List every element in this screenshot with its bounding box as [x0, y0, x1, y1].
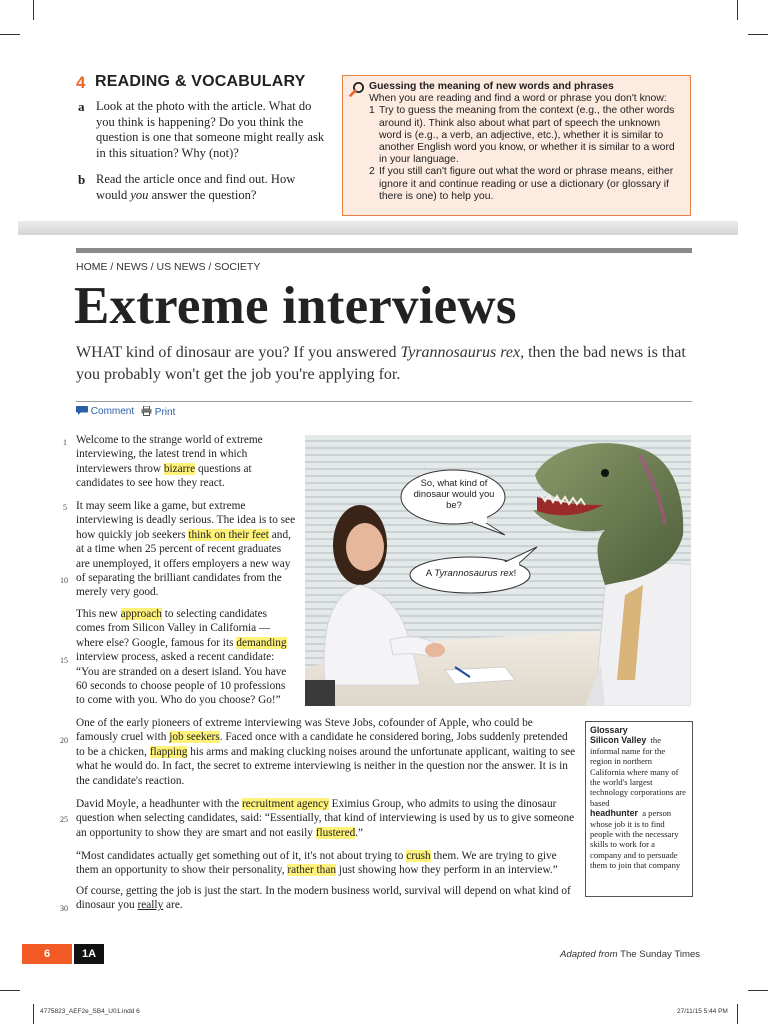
printer-icon	[141, 406, 152, 416]
crop-mark	[737, 0, 738, 20]
exercise-title: READING & VOCABULARY	[95, 73, 306, 90]
tip-item: 2 If you still can't figure out what the word or phrase means, either ignore it and continue reading or use a dictionary (or glossary if there is one) to help you.	[369, 166, 674, 202]
highlighted-word: rather than	[287, 864, 336, 877]
page-divider-band	[18, 221, 738, 235]
print-slug-date: 27/11/15 5:44 PM	[677, 1008, 728, 1015]
line-number: 15	[60, 656, 68, 665]
question-b-letter: b	[78, 172, 86, 187]
line-number: 5	[63, 503, 67, 512]
article-paragraph: “Most candidates actually get something out of it, it's not about trying to crush them. We are trying to give them an opportunity to show their personality, rather than just showing how they perform in an interview.”	[76, 850, 558, 877]
article-paragraph: David Moyle, a headhunter with the recruitment agency Eximius Group, who admits to using the dinosaur question when selecting candidates, said: “Essentially, that kind of interviewing is used by us to give someone an opportunity to show they are smart and not easily flustered.”	[76, 798, 575, 839]
glossary-title: Glossary	[590, 725, 628, 735]
crop-mark	[33, 0, 34, 20]
glossary-entry: headhunter a person whose job it is to find people with the necessary skills to work for a company and to persuade them to join that company	[590, 808, 681, 871]
highlighted-word: think on their feet	[188, 528, 269, 541]
exercise-number: 4	[76, 73, 86, 92]
line-number: 30	[60, 904, 68, 913]
page-number: 6	[22, 944, 72, 964]
question-a-letter: a	[78, 99, 85, 114]
tip-item: 1 Try to guess the meaning from the context (e.g., the other words around it). Think also about what part of speech the unknown word is (e.g., a verb, an adjective, etc.), whether it is similar to another English word you know, or whether it is similar to a word in your language.	[369, 105, 675, 166]
crop-mark	[0, 34, 20, 35]
crop-mark	[0, 990, 20, 991]
highlighted-word: flustered	[315, 826, 356, 839]
crop-mark	[737, 1004, 738, 1024]
question-a-text: Look at the photo with the article. What do you think is happening? Do you think the question is one that someone might really ask in this situation? Why (not)?	[96, 99, 325, 160]
article-paragraph: It may seem like a game, but extreme interviewing is deadly serious. The idea is to see how quickly job seekers think on their feet and, at a time when 25 percent of recent graduates are unemployed, it offers employers a new way of separating the brilliant candidates from the merely very good.	[76, 500, 296, 599]
article-paragraph: Welcome to the strange world of extreme interviewing, the latest trend in which interviewers throw bizarre questions at candidates to see how they react.	[76, 434, 263, 490]
crop-mark	[748, 990, 768, 991]
print-slug-file: 4775823_AEF2e_SB4_U01.indd 6	[40, 1008, 140, 1015]
question-b-text: Read the article once and find out. How would you answer the question?	[96, 172, 296, 202]
unit-label: 1A	[74, 944, 104, 964]
highlighted-word: flapping	[149, 745, 188, 758]
article-paragraph: Of course, getting the job is just the start. In the modern business world, survival will depend on what kind of dinosaur you really are.	[76, 885, 571, 912]
print-link[interactable]: Print	[141, 406, 175, 418]
article-standfirst: WHAT kind of dinosaur are you? If you answered Tyrannosaurus rex, then the bad news is that you probably won't get the job you're applying for.	[76, 344, 686, 383]
glossary-entry: Silicon Valley the informal name for the region in northern California where many of the world's largest technology corporations are based	[590, 735, 686, 808]
crop-mark	[748, 34, 768, 35]
tip-box	[342, 75, 691, 216]
highlighted-word: bizarre	[163, 462, 196, 475]
crop-mark	[33, 1004, 34, 1024]
comment-link[interactable]: Comment	[76, 406, 134, 417]
highlighted-word: recruitment agency	[241, 798, 329, 810]
line-number: 10	[60, 576, 68, 585]
tip-intro: When you are reading and find a word or phrase you don't know:	[369, 93, 667, 105]
line-number: 25	[60, 815, 68, 824]
highlighted-word: crush	[406, 850, 431, 862]
speech-bubble-dinosaur: A Tyrannosaurus rex!	[425, 568, 517, 579]
magnifier-icon	[349, 81, 365, 97]
article-photo	[305, 435, 691, 706]
line-number: 20	[60, 736, 68, 745]
source-credit: Adapted from The Sunday Times	[560, 949, 701, 960]
breadcrumb[interactable]: HOME / NEWS / US NEWS / SOCIETY	[76, 261, 261, 273]
highlighted-word: approach	[120, 608, 162, 620]
glossary-box	[585, 721, 693, 897]
article-paragraph: This new approach to selecting candidates comes from Silicon Valley in California — where else? Google, famous for its demanding interview process, asked a recent candidate: “You are stranded on a desert island. You have 60 seconds to choose people of 10 professions to come with you. Who do you choose? Go!”	[76, 608, 287, 707]
tip-title: Guessing the meaning of new words and phrases	[369, 81, 614, 92]
article-top-rule	[76, 248, 692, 253]
speech-bubble-interviewer: So, what kind of dinosaur would you be?	[413, 477, 495, 510]
article-headline: Extreme interviews	[74, 277, 517, 335]
article-rule	[76, 401, 692, 402]
highlighted-word: demanding	[236, 636, 287, 649]
line-number: 1	[63, 438, 67, 447]
highlighted-word: job seekers	[169, 731, 220, 744]
comment-icon	[76, 406, 88, 415]
article-paragraph: One of the early pioneers of extreme interviewing was Steve Jobs, cofounder of Apple, who could be famously cruel with job seekers. Faced once with a candidate he considered boring, Jobs suddenly pretended to be a chicken, flapping his arms and making clucking noises around the unfortunate applicant, waiting to see what he would do. In fact, the secret to extreme interviewing is neither in the question nor the answer. It is in the candidate's reaction.	[76, 717, 576, 787]
